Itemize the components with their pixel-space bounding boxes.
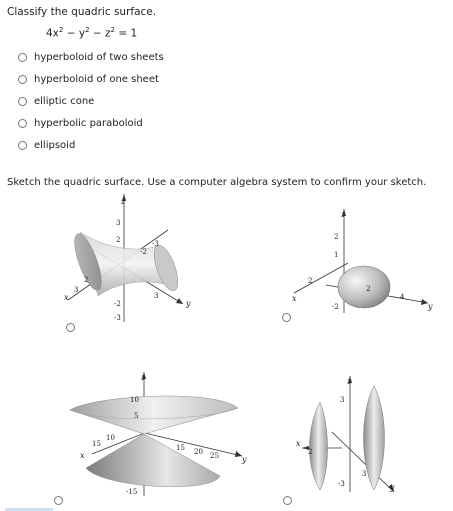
graph1-axis-x: x xyxy=(64,293,69,302)
graph1-tick: -2 xyxy=(140,248,147,256)
graph3-radio[interactable] xyxy=(54,496,63,505)
graph3-tick: -15 xyxy=(126,488,138,496)
graph4-tick: 3 xyxy=(362,470,367,478)
sketch-prompt: Sketch the quadric surface. Use a computer algebra system to confirm your sketch. xyxy=(7,177,427,188)
quadric-equation xyxy=(46,26,137,40)
eq-op-1: − xyxy=(63,27,79,40)
graph3-tick: 25 xyxy=(210,452,219,460)
graph2-tick: 2 xyxy=(334,233,339,241)
graph-hyperboloid-two-sheets xyxy=(292,372,402,496)
graph4-radio[interactable] xyxy=(283,496,292,505)
option-label: hyperboloid of one sheet xyxy=(34,73,159,85)
option-label: hyperboloid of two sheets xyxy=(34,51,164,63)
option-label: hyperbolic paraboloid xyxy=(34,117,143,129)
graph3-tick: 15 xyxy=(92,440,101,448)
graph1-tick: 2 xyxy=(116,236,121,244)
graph2-axis-z: z xyxy=(341,210,346,219)
graph1-tick: -3 xyxy=(114,314,121,322)
option-hyperboloid-two-sheets[interactable] xyxy=(18,50,164,64)
graph1-tick: 2 xyxy=(84,276,89,284)
graph2-tick: 1 xyxy=(334,251,339,259)
graph-elliptic-cone xyxy=(62,368,252,498)
eq-term-y: y xyxy=(78,27,86,40)
radio-button[interactable] xyxy=(18,97,27,106)
graph3-axis-z: z xyxy=(141,373,146,382)
radio-button[interactable] xyxy=(18,119,27,128)
graph2-tick: 2 xyxy=(308,277,313,285)
option-elliptic-cone[interactable] xyxy=(18,94,94,108)
graph3-tick: 20 xyxy=(194,448,203,456)
graph2-axis-y: y xyxy=(428,302,433,311)
graph1-axis-z: z xyxy=(121,197,126,206)
graph3-tick: 10 xyxy=(106,434,115,442)
graph1-tick: -3 xyxy=(152,240,159,248)
graph4-axis-x: x xyxy=(296,439,301,448)
graph4-tick: 2 xyxy=(308,448,313,456)
option-label: elliptic cone xyxy=(34,95,95,107)
graph1-tick: 3 xyxy=(74,286,79,294)
radio-button[interactable] xyxy=(18,53,27,62)
eq-rhs: = 1 xyxy=(115,27,138,40)
graph3-axis-x: x xyxy=(80,451,85,460)
graph4-axis-z: z xyxy=(347,377,352,386)
graph3-axis-y: y xyxy=(242,455,247,464)
question-prompt: Classify the quadric surface. xyxy=(7,6,157,18)
eq-exp-x: 2 xyxy=(58,26,64,34)
eq-term-z: z xyxy=(105,27,111,40)
graph-hyperboloid-one-sheet xyxy=(58,192,198,324)
graph4-tick: -3 xyxy=(338,480,345,488)
graph1-radio[interactable] xyxy=(66,323,75,332)
eq-op-2: − xyxy=(89,27,106,40)
graph2-radio[interactable] xyxy=(282,313,291,322)
graph1-axis-y: y xyxy=(186,299,191,308)
graph4-axis-y: y xyxy=(390,483,395,492)
graph-ellipsoid xyxy=(286,205,436,317)
eq-exp-y: 2 xyxy=(85,26,90,34)
graph3-tick: 5 xyxy=(134,412,139,420)
graph1-tick: 3 xyxy=(154,292,159,300)
radio-button[interactable] xyxy=(18,141,27,150)
graph1-tick: 3 xyxy=(116,219,121,227)
option-ellipsoid[interactable] xyxy=(18,138,75,152)
radio-button[interactable] xyxy=(18,75,27,84)
eq-exp-z: 2 xyxy=(110,26,116,34)
graph2-tick: 4 xyxy=(400,293,405,301)
graph3-tick: 15 xyxy=(176,444,185,452)
eq-term-x: 4x xyxy=(46,27,59,40)
graph2-axis-x: x xyxy=(292,294,297,303)
graph4-tick: 3 xyxy=(340,396,345,404)
graph2-tick: -2 xyxy=(332,303,339,311)
graph3-tick: 10 xyxy=(130,396,139,404)
option-hyperbolic-paraboloid[interactable] xyxy=(18,116,143,130)
graph1-tick: -2 xyxy=(114,300,121,308)
option-label: ellipsoid xyxy=(34,139,76,151)
option-hyperboloid-one-sheet[interactable] xyxy=(18,72,159,86)
graph2-tick: 2 xyxy=(366,285,371,293)
